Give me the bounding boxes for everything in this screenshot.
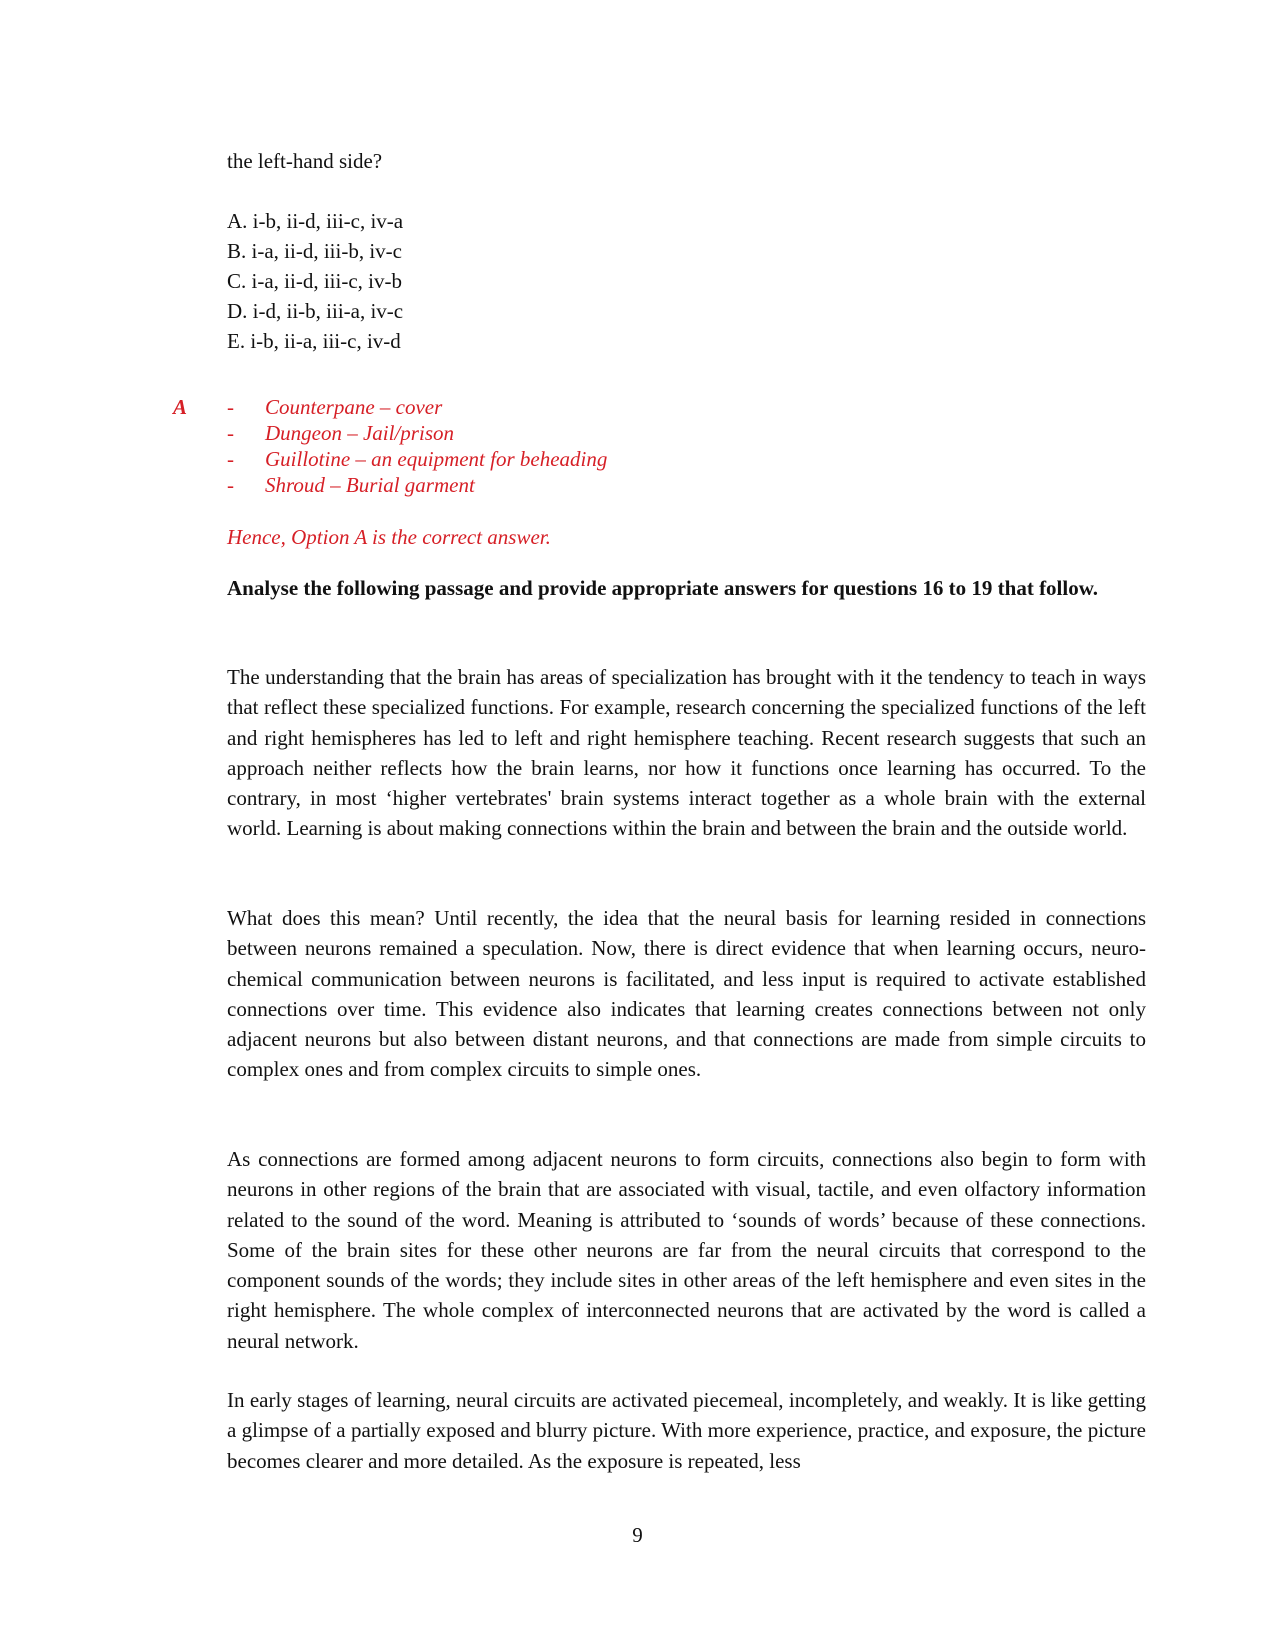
answer-letter: A [173, 395, 188, 419]
option-b: B. i-a, ii-d, iii-b, iv-c [227, 239, 402, 263]
answer-point-text: Dungeon – Jail/prison [265, 421, 454, 445]
page-number: 9 [632, 1523, 643, 1547]
bullet-dash: - [227, 395, 234, 419]
passage-paragraph-2: What does this mean? Until recently, the idea that the neural basis for learning resided in connections between neurons remained a speculation. Now, there is direct evidence that when learning occurs, neuro-chemical communication between neurons is facilitated, and less input is required to activate established connections over time. This evidence also indicates that learning creates connections between not only adjacent neurons but also between distant neurons, and that connections are made from simple circuits to complex ones and from complex circuits to simple ones. [227, 906, 1146, 1082]
option-a: A. i-b, ii-d, iii-c, iv-a [227, 209, 404, 233]
bullet-dash: - [227, 421, 234, 445]
passage-paragraph-1: The understanding that the brain has areas of specialization has brought with it the tendency to teach in ways that reflect these specialized functions. For example, research concerning the specialized functions of the left and right hemispheres has led to left and right hemisphere teaching. Recent research suggests that such an approach neither reflects how the brain learns, nor how it functions once learning has occurred. To the contrary, in most ‘higher vertebrates' brain systems interact together as a whole brain with the external world. Learning is about making connections within the brain and between the brain and the outside world. [227, 665, 1146, 841]
option-c: C. i-a, ii-d, iii-c, iv-b [227, 269, 402, 293]
question-tail-text: the left-hand side? [227, 149, 383, 173]
option-d: D. i-d, ii-b, iii-a, iv-c [227, 299, 404, 323]
answer-point [227, 472, 475, 498]
passage-paragraph-4: In early stages of learning, neural circuits are activated piecemeal, incompletely, and weakly. It is like getting a glimpse of a partially exposed and blurry picture. With more experience, practice, and exposure, the picture becomes clearer and more detailed. As the exposure is repeated, less [227, 1388, 1146, 1473]
answer-conclusion: Hence, Option A is the correct answer. [227, 525, 551, 549]
answer-point-text: Shroud – Burial garment [265, 473, 475, 497]
answer-point [227, 394, 442, 420]
question-tail [227, 146, 1146, 176]
answer-point [227, 420, 454, 446]
answer-point [227, 446, 607, 472]
bullet-dash: - [227, 447, 234, 471]
option-e: E. i-b, ii-a, iii-c, iv-d [227, 329, 401, 353]
passage-paragraph-3: As connections are formed among adjacent neurons to form circuits, connections also begin to form with neurons in other regions of the brain that are associated with visual, tactile, and even olfactory information related to the sound of the word. Meaning is attributed to ‘sounds of words’ because of these connections. Some of the brain sites for these other neurons are far from the neural circuits that correspond to the component sounds of the words; they include sites in other areas of the left hemisphere and even sites in the right hemisphere. The whole complex of interconnected neurons that are activated by the word is called a neural network. [227, 1147, 1146, 1353]
answer-point-text: Guillotine – an equipment for beheading [265, 447, 608, 471]
bullet-dash: - [227, 473, 234, 497]
passage-instruction: Analyse the following passage and provide appropriate answers for questions 16 to 19 that follow. [227, 576, 1098, 600]
options-list [227, 206, 1146, 356]
answer-point-text: Counterpane – cover [265, 395, 443, 419]
